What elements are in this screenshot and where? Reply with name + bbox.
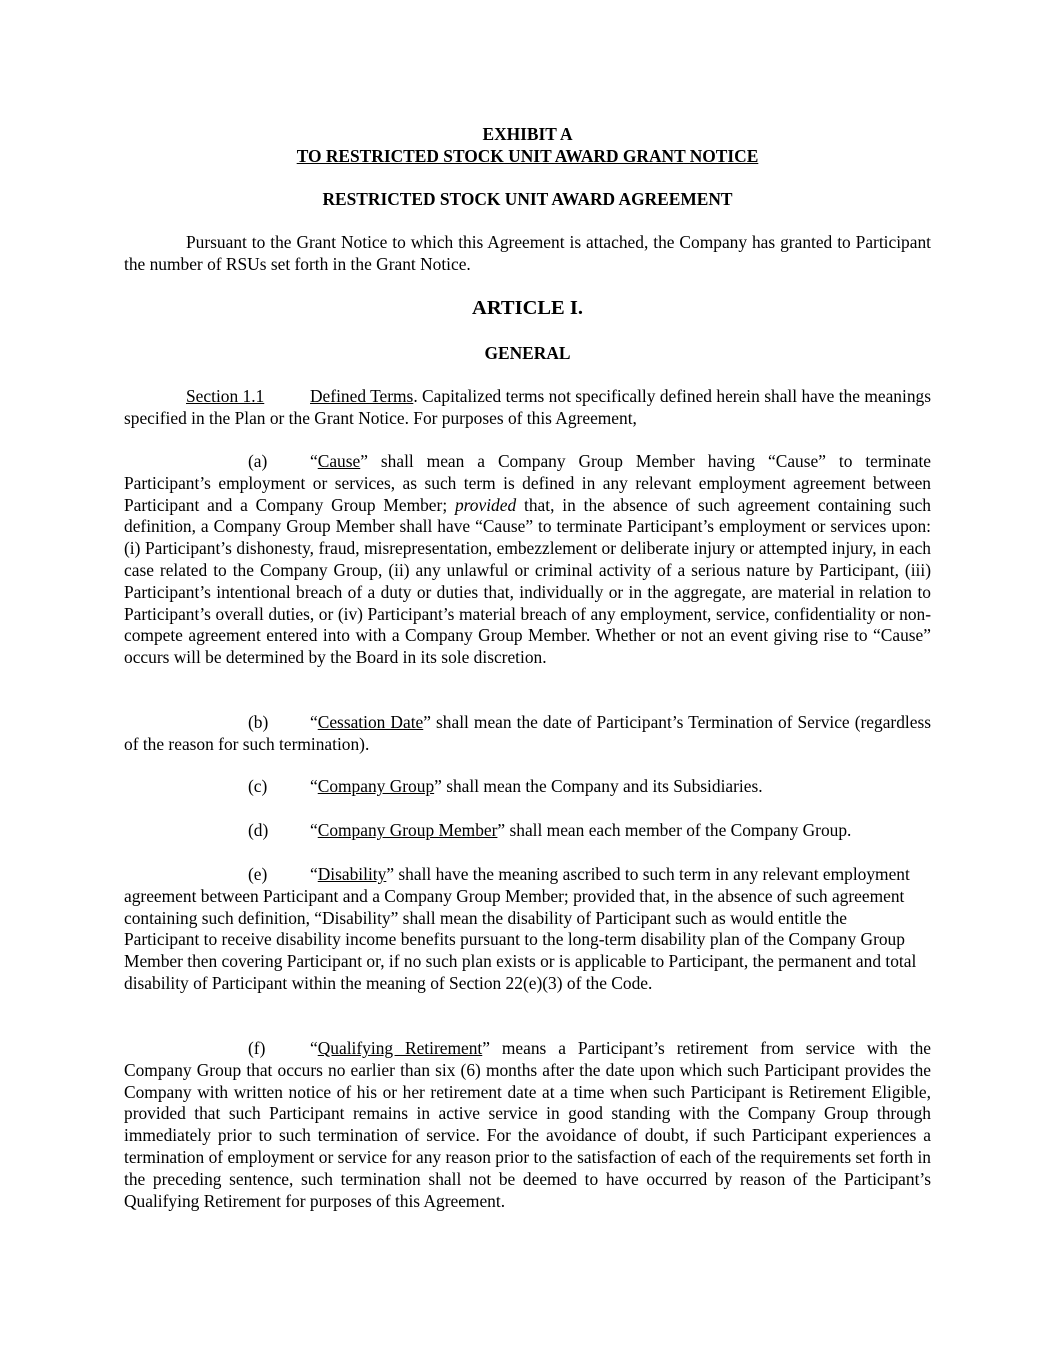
intro-text: Pursuant to the Grant Notice to which this Agreement is attached, the Company has granted to Participant the number of RSUs set forth in the Grant Notice.	[124, 232, 931, 274]
definition-text: ” shall have the meaning ascribed to such term in any relevant employment agreement between Participant and a Company Group Member; provided that, in the absence of such agreement containing such definition, “Disability” shall mean the disability of Participant such as would entitle the Participant to receive disability income benefits pursuant to the long-term disability plan of the Company Group Member then covering Participant or, if no such plan exists or is applicable to Participant, the permanent and total disability of Participant within the meaning of Section 22(e)(3) of the Code.	[124, 864, 917, 993]
definition-text: ” shall mean the date of Participant’s Termination of Service (regardless of the reason for such termination).	[124, 712, 931, 754]
definition-company-group: (c) “Company Group” shall mean the Company and its Subsidiaries.	[248, 776, 763, 796]
agreement-title: RESTRICTED STOCK UNIT AWARD AGREEMENT	[322, 189, 733, 209]
definition-term: Disability	[317, 864, 387, 884]
definition-term: Company Group	[317, 776, 435, 796]
definition-company-group-member: (d) “Company Group Member” shall mean each member of the Company Group.	[248, 820, 852, 840]
definition-disability: (e) “Disability” shall have the meaning ascribed to such term in any relevant employment agreement between Participant and a Company Group Member; provided that, in the absence of such agreement containing such definition, “Disability” shall mean the disability of Participant such as would entitle the Participant to receive disability income benefits pursuant to the long-term disability plan of the Company Group Member then covering Participant or, if no such plan exists or is applicable to Participant, the permanent and total disability of Participant within the meaning of Section 22(e)(3) of the Code.	[124, 864, 917, 993]
definition-term: Company Group Member	[317, 820, 498, 840]
definition-term: Cessation Date	[317, 712, 424, 732]
definition-number: (d)	[248, 820, 269, 840]
intro-paragraph	[124, 232, 931, 276]
definition-cessation-date: (b) “Cessation Date” shall mean the date of Participant’s Termination of Service (regardless of the reason for such termination).	[124, 712, 931, 754]
section-1-1-paragraph	[124, 386, 931, 430]
definition-cause: (a) “Cause” shall mean a Company Group Member having “Cause” to terminate Participant’s employment or services, as such term is defined in any relevant employment agreement between Participant and a Company Group Member; provided that, in the absence of such agreement containing such definition, a Company Group Member shall have “Cause” to terminate Participant’s employment or services upon: (i) Participant’s dishonesty, fraud, misrepresentation, embezzlement or deliberate injury or attempted injury, in each case related to the Company Group, (ii) any unlawful or criminal activity of a serious nature by Participant, (iii) Participant’s intentional breach of a duty or duties that, individually or in the aggregate, are material in relation to Participant’s overall duties, or (iv) Participant’s material breach of any employment, service, confidentiality or non-compete agreement entered into with a Company Group Member. Whether or not an event giving rise to “Cause” occurs will be determined by the Board in its sole discretion.	[124, 451, 931, 668]
definition-number: (f)	[248, 1038, 266, 1058]
definition-number: (b)	[248, 712, 269, 732]
exhibit-heading: EXHIBIT A	[482, 124, 573, 144]
section-label: Section 1.1	[186, 386, 265, 406]
article-title: GENERAL	[484, 343, 571, 363]
definition-number: (c)	[248, 776, 268, 796]
section-heading: Defined Terms	[310, 386, 414, 406]
article-number: ARTICLE I.	[472, 297, 583, 319]
definition-text-cont: that, in the absence of such agreement containing such definition, a Company Group Member shall have “Cause” to terminate Participant’s employment or services upon: (i) Participant’s dishonesty, fraud, misrepresentation, embezzlement or deliberate injury or attempted injury, in each case related to the Company Group, (ii) any unlawful or criminal activity of a serious nature by Participant, (iii) Participant’s intentional breach of a duty or duties that, individually or in the aggregate, are material in relation to Participant’s overall duties, or (iv) Participant’s material breach of any employment, service, confidentiality or non-compete agreement entered into with a Company Group Member. Whether or not an event giving rise to “Cause” occurs will be determined by the Board in its sole discretion.	[124, 494, 931, 668]
definition-number: (e)	[248, 864, 268, 884]
definition-text: ” shall mean each member of the Company Group.	[497, 820, 852, 840]
definition-text: ” shall mean the Company and its Subsidiaries.	[434, 776, 763, 796]
definition-qualifying-retirement: (f) “Qualifying Retirement” means a Participant’s retirement from service with the Company Group that occurs no earlier than six (6) months after the date upon which such Participant provides the Company with written notice of his or her retirement date at a time when such Participant is Retirement Eligible, provided that such Participant remains in active service in good standing with the Company Group through immediately prior to such termination of service. For the avoidance of doubt, if such Participant experiences a termination of employment or service for any reason prior to the satisfaction of each of the requirements set forth in the preceding sentence, such termination shall not be deemed to have occurred by reason of the Participant’s Qualifying Retirement for purposes of this Agreement.	[124, 1038, 932, 1211]
section-text: . Capitalized terms not specifically defined herein shall have the meanings specified in the Plan or the Grant Notice. For purposes of this Agreement,	[124, 386, 931, 428]
exhibit-subheading: TO RESTRICTED STOCK UNIT AWARD GRANT NOTICE	[296, 146, 759, 166]
definition-term: Qualifying Retirement	[317, 1038, 483, 1058]
definition-italic: provided	[454, 494, 517, 515]
definition-text: ” shall mean a Company Group Member having “Cause” to terminate Participant’s employment or services, as such term is defined in any relevant employment agreement between Participant and a Company Group Member;	[124, 451, 931, 515]
definition-number: (a)	[248, 451, 268, 471]
definition-term: Cause	[317, 451, 361, 471]
definition-text: ” means a Participant’s retirement from service with the Company Group that occurs no earlier than six (6) months after the date upon which such Participant provides the Company with written notice of his or her retirement date at a time when such Participant is Retirement Eligible, provided that such Participant remains in active service in good standing with the Company Group through immediately prior to such termination of service. For the avoidance of doubt, if such Participant experiences a termination of employment or service for any reason prior to the satisfaction of each of the requirements set forth in the preceding sentence, such termination shall not be deemed to have occurred by reason of the Participant’s Qualifying Retirement for purposes of this Agreement.	[124, 1038, 932, 1211]
